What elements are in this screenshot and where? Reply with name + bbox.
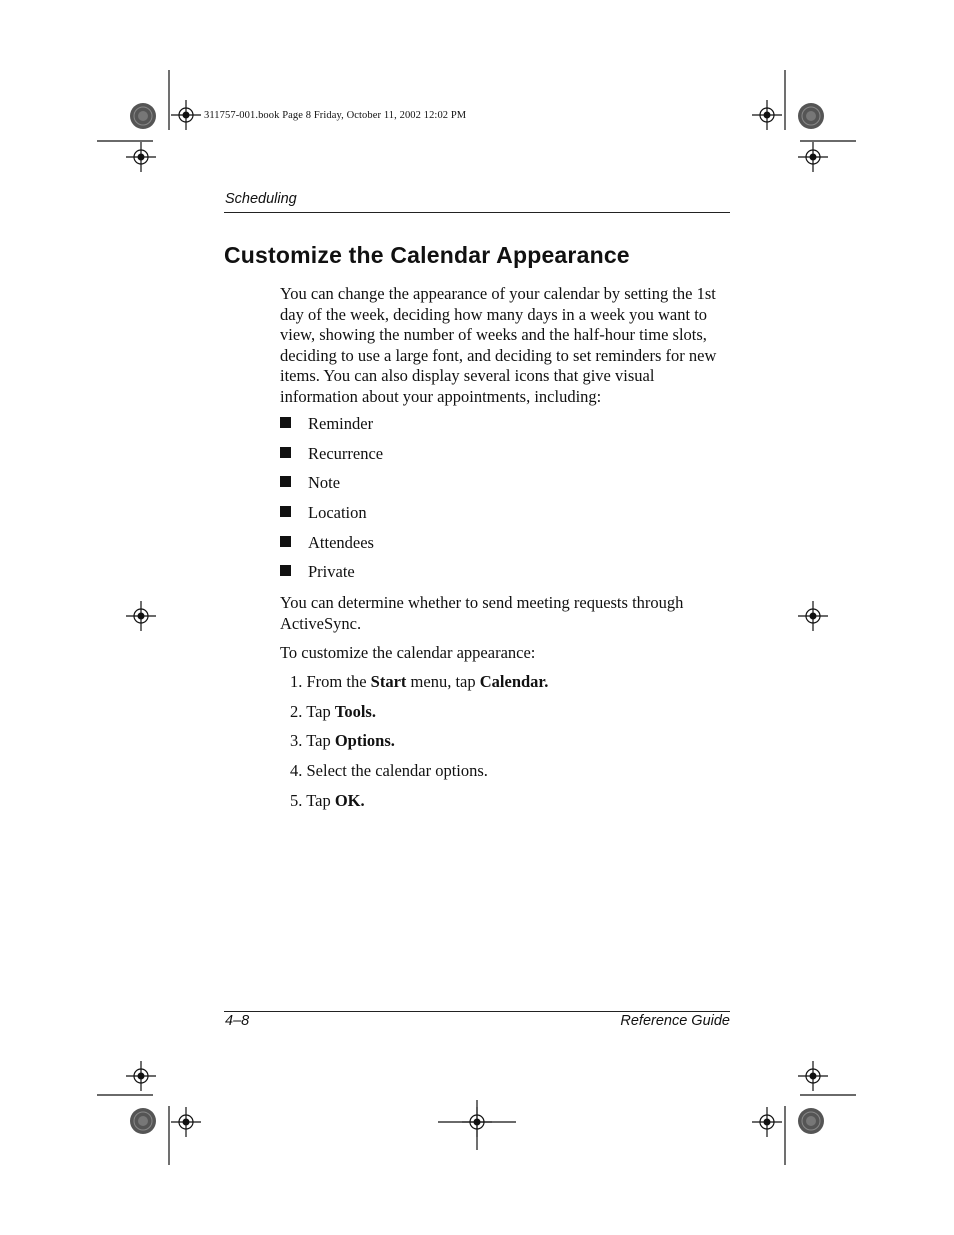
starburst-mark-icon [129, 102, 157, 130]
registration-target-icon [126, 142, 156, 172]
crop-line [476, 1100, 478, 1150]
registration-target-icon [126, 601, 156, 631]
registration-target-icon [798, 601, 828, 631]
steps-intro: To customize the calendar appearance: [280, 643, 536, 662]
step-item: 1. From the Start menu, tap Calendar. [290, 672, 549, 691]
starburst-mark-icon [797, 1107, 825, 1135]
footer-title: Reference Guide [620, 1013, 730, 1029]
step-number: 3. [290, 731, 303, 750]
step-number: 4. [290, 761, 303, 780]
page-title: Customize the Calendar Appearance [224, 242, 630, 268]
registration-target-icon [752, 1107, 782, 1137]
section-label: Scheduling [225, 191, 297, 207]
step-item: 2. Tap Tools. [290, 702, 376, 721]
step-item: 3. Tap Options. [290, 731, 395, 750]
registration-target-icon [171, 100, 201, 130]
step-number: 1. [290, 672, 303, 691]
registration-target-icon [798, 1061, 828, 1091]
list-item-label: Recurrence [308, 444, 384, 463]
step-number: 5. [290, 791, 303, 810]
step-item: 5. Tap OK. [290, 791, 365, 810]
intro-paragraph: You can change the appearance of your calendar by setting the 1st day of the week, deciding how many days in a week you want to view, showing the number of weeks and the half-hour time slots, deciding to use a large font, and deciding to set reminders for new items. You can also display several icons that give visual information about your appointments, including: [280, 284, 717, 406]
step-item: 4. Select the calendar options. [290, 761, 488, 780]
list-item-label: Note [308, 473, 341, 492]
step-number: 2. [290, 702, 303, 721]
registration-target-icon [752, 100, 782, 130]
registration-target-icon [126, 1061, 156, 1091]
list-item-label: Private [308, 562, 355, 581]
registration-target-icon [171, 1107, 201, 1137]
list-item-label: Reminder [308, 414, 374, 433]
starburst-mark-icon [797, 102, 825, 130]
meeting-requests-paragraph: You can determine whether to send meeting requests through ActiveSync. [280, 593, 684, 633]
print-slug: 311757-001.book Page 8 Friday, October 11, 2002 12:02 PM [204, 110, 467, 121]
page-number: 4–8 [225, 1013, 250, 1029]
registration-target-icon [798, 142, 828, 172]
list-item-label: Attendees [308, 533, 374, 552]
starburst-mark-icon [129, 1107, 157, 1135]
list-item-label: Location [308, 503, 367, 522]
